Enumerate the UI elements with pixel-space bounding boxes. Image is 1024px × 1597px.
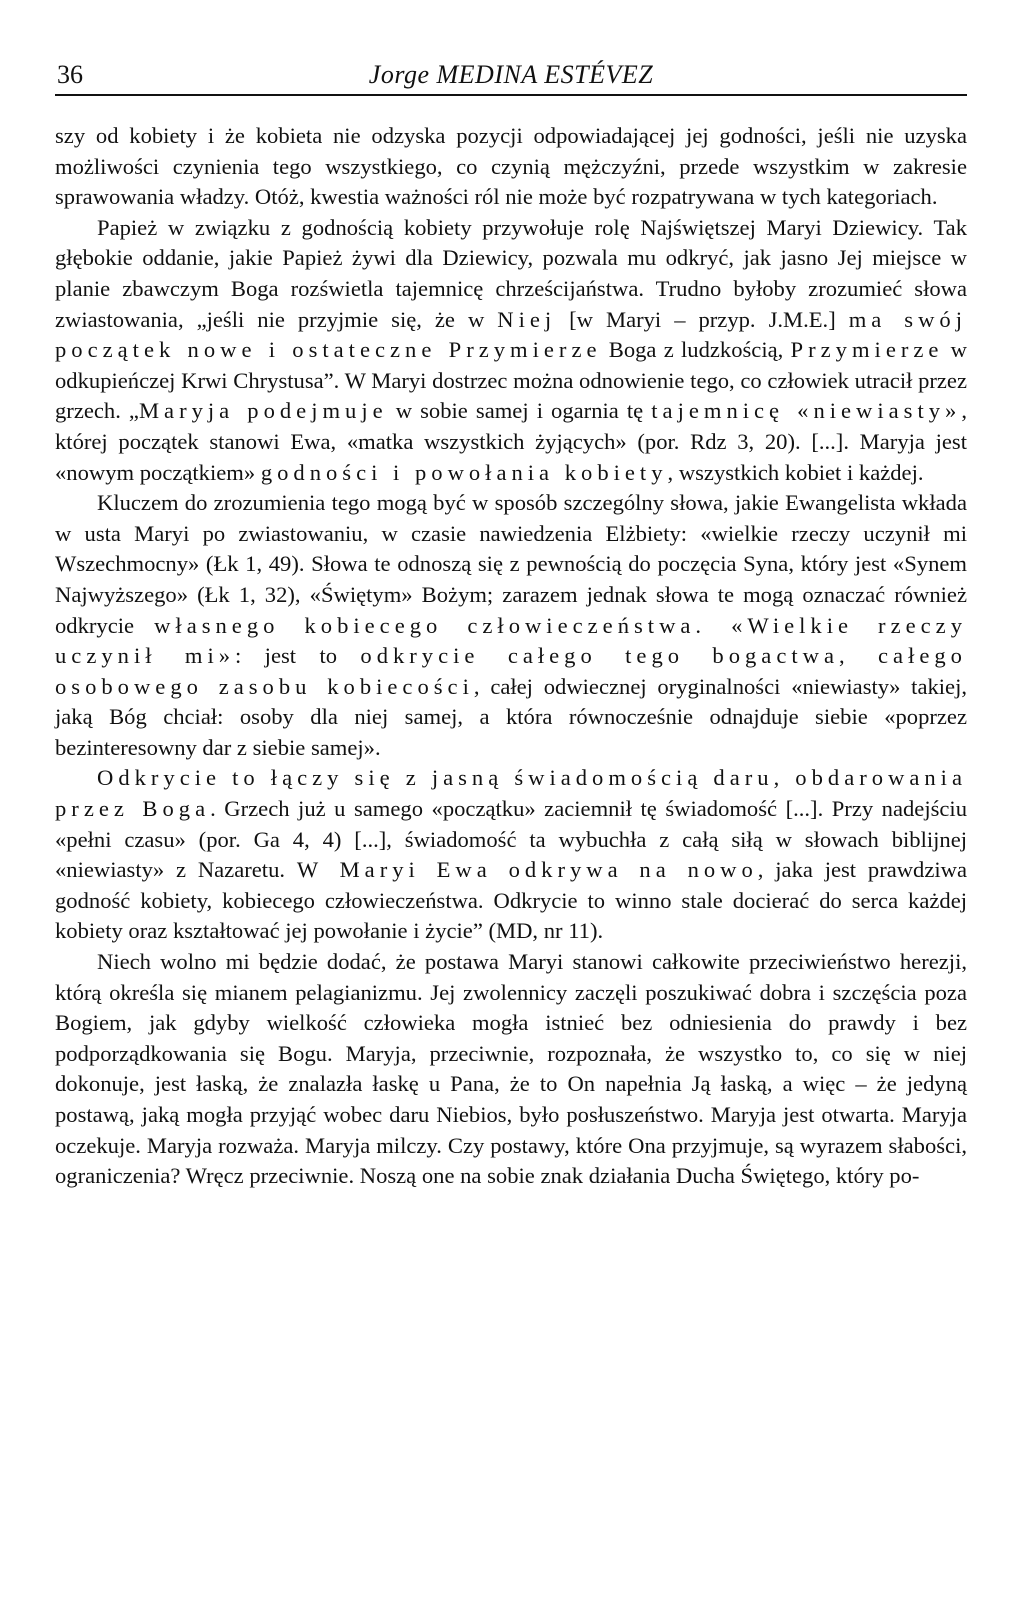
text-run: Niech wolno mi będzie dodać, że postawa Maryi stanowi całkowite przeciwieństwo herezji, którą określa się mianem pelagianizmu. Jej zwolennicy zaczęli poszukiwać dobra i szczęścia poza Bogiem, jak gdyby wielkość człowieka mogła istnieć bez odniesienia do prawdy i bez podporządkowania się Bogu. Maryja, przeciwnie, rozpoznała, że wszystko to, co się w niej dokonuje, jest łaską, że znalazła łaskę u Pana, że to On napełnia Ją łaską, a więc – że jedyną postawą, jaką mogła przyjąć wobec daru Niebios, było posłuszeństwo. Maryja jest otwarta. Maryja oczekuje. Maryja rozważa. Maryja milczy. Czy postawy, które Ona przyjmuje, są wyrazem słabości, ograniczenia? Wręcz przeciwnie. Noszą one na sobie znak działania Ducha Świętego, który po- xyxy=(55,949,967,1189)
page-header xyxy=(55,52,967,96)
text-run: w odkupieńczej Krwi Chrystusa”. W Maryi dostrzec można odnowienie tego, co człowiek utracił przez grzech. „ xyxy=(55,337,967,424)
paragraph xyxy=(55,213,967,488)
text-run: Papież w związku z godnością kobiety przywołuje rolę Najświętszej Maryi Dziewicy. Tak głębokie oddanie, jakie Papież żywi dla Dziewicy, pozwala mu odkryć, jak jasno Jej miejsce w planie zbawczym Boga rozświetla tajemnicę chrześcijaństwa. Trudno byłoby zrozumieć słowa zwiastowania, „jeśli nie przyjmie się, że w xyxy=(55,214,967,332)
spaced-emphasis: Maryja podejmuje xyxy=(138,398,388,424)
spaced-emphasis: Niej xyxy=(497,306,557,332)
spaced-emphasis: własnego kobiecego człowieczeństwa. «Wielkie rzeczy uczynił mi» xyxy=(55,612,967,669)
text-run: Kluczem do zrozumienia tego mogą być w sposób szczególny słowa, jakie Ewangelista wkłada w usta Maryi po zwiastowaniu, w czasie nawiedzenia Elżbiety: «wielkie rzeczy uczynił mi Wszechmocny» (Łk 1, 49). Słowa te odnoszą się z pewnością do poczęcia Syna, który jest «Synem Najwyższego» (Łk 1, 32), «Świętym» Bożym; zarazem jednak słowa te mogą oznaczać również odkrycie xyxy=(55,490,967,638)
spaced-emphasis: W Maryi Ewa odkrywa na nowo xyxy=(296,857,758,883)
text-run: . Grzech już u samego «początku» zaciemnił tę świadomość [...]. Przy nadejściu «pełni czasu» (por. Ga 4, 4) [...], świadomość ta wybuchła z całą siłą w słowach biblijnej «niewiasty» z Nazaretu. xyxy=(55,796,967,883)
text-run: w sobie samej i ogarnia tę xyxy=(387,398,652,424)
text-run: , jaka jest prawdziwa godność kobiety, kobiecego człowieczeństwa. Odkrycie to winno stale docierać do serca każdej kobiety oraz kształtować jej powołanie i życie” (MD, nr 11). xyxy=(55,857,968,944)
text-run: , wszystkich kobiet i każdej. xyxy=(667,459,924,485)
page-number: 36 xyxy=(57,60,83,89)
text-run: , której początek stanowi Ewa, «matka wszystkich żyjących» (por. Rdz 3, 20). [...]. Maryja jest «nowym początkiem» xyxy=(55,398,968,485)
spaced-emphasis: ma swój początek nowe i ostateczne Przymierze xyxy=(55,306,967,363)
spaced-emphasis: godności i powołania kobiety xyxy=(260,459,668,485)
text-run: Boga z ludzkością, xyxy=(601,337,791,363)
text-run: szy od kobiety i że kobieta nie odzyska pozycji odpowiadającej jej godności, jeśli nie uzyska możliwości czynienia tego wszystkiego, co czynią mężczyźni, przede wszystkim w zakresie sprawowania władzy. Otóż, kwestia ważności ról nie może być rozpatrywana w tych kategoriach. xyxy=(55,123,967,210)
spaced-emphasis: Odkrycie to łączy się z jasną świadomością daru, obdarowania przez Boga xyxy=(55,765,967,822)
paragraph xyxy=(55,488,967,763)
text-run: , całej odwiecznej oryginalności «niewiasty» takiej, jaką Bóg chciał: osoby dla niej samej, a która równocześnie odnajduje siebie «poprzez bezinteresowny dar z siebie samej». xyxy=(55,673,967,760)
spaced-emphasis: Przymierze xyxy=(790,337,944,363)
spaced-emphasis: tajemnicę «niewiasty» xyxy=(651,398,962,424)
header-rule xyxy=(55,94,967,96)
text-run: : jest to xyxy=(235,643,361,669)
spaced-emphasis: odkrycie całego tego bogactwa, całego osobowego zasobu kobiecości xyxy=(55,643,967,699)
paragraph xyxy=(55,121,967,213)
text-run: [w Maryi – przyp. J.M.E.] xyxy=(556,306,849,332)
paragraph xyxy=(55,763,967,947)
body-text xyxy=(55,121,967,1192)
running-head: Jorge MEDINA ESTÉVEZ xyxy=(368,60,654,89)
paragraph xyxy=(55,947,967,1192)
